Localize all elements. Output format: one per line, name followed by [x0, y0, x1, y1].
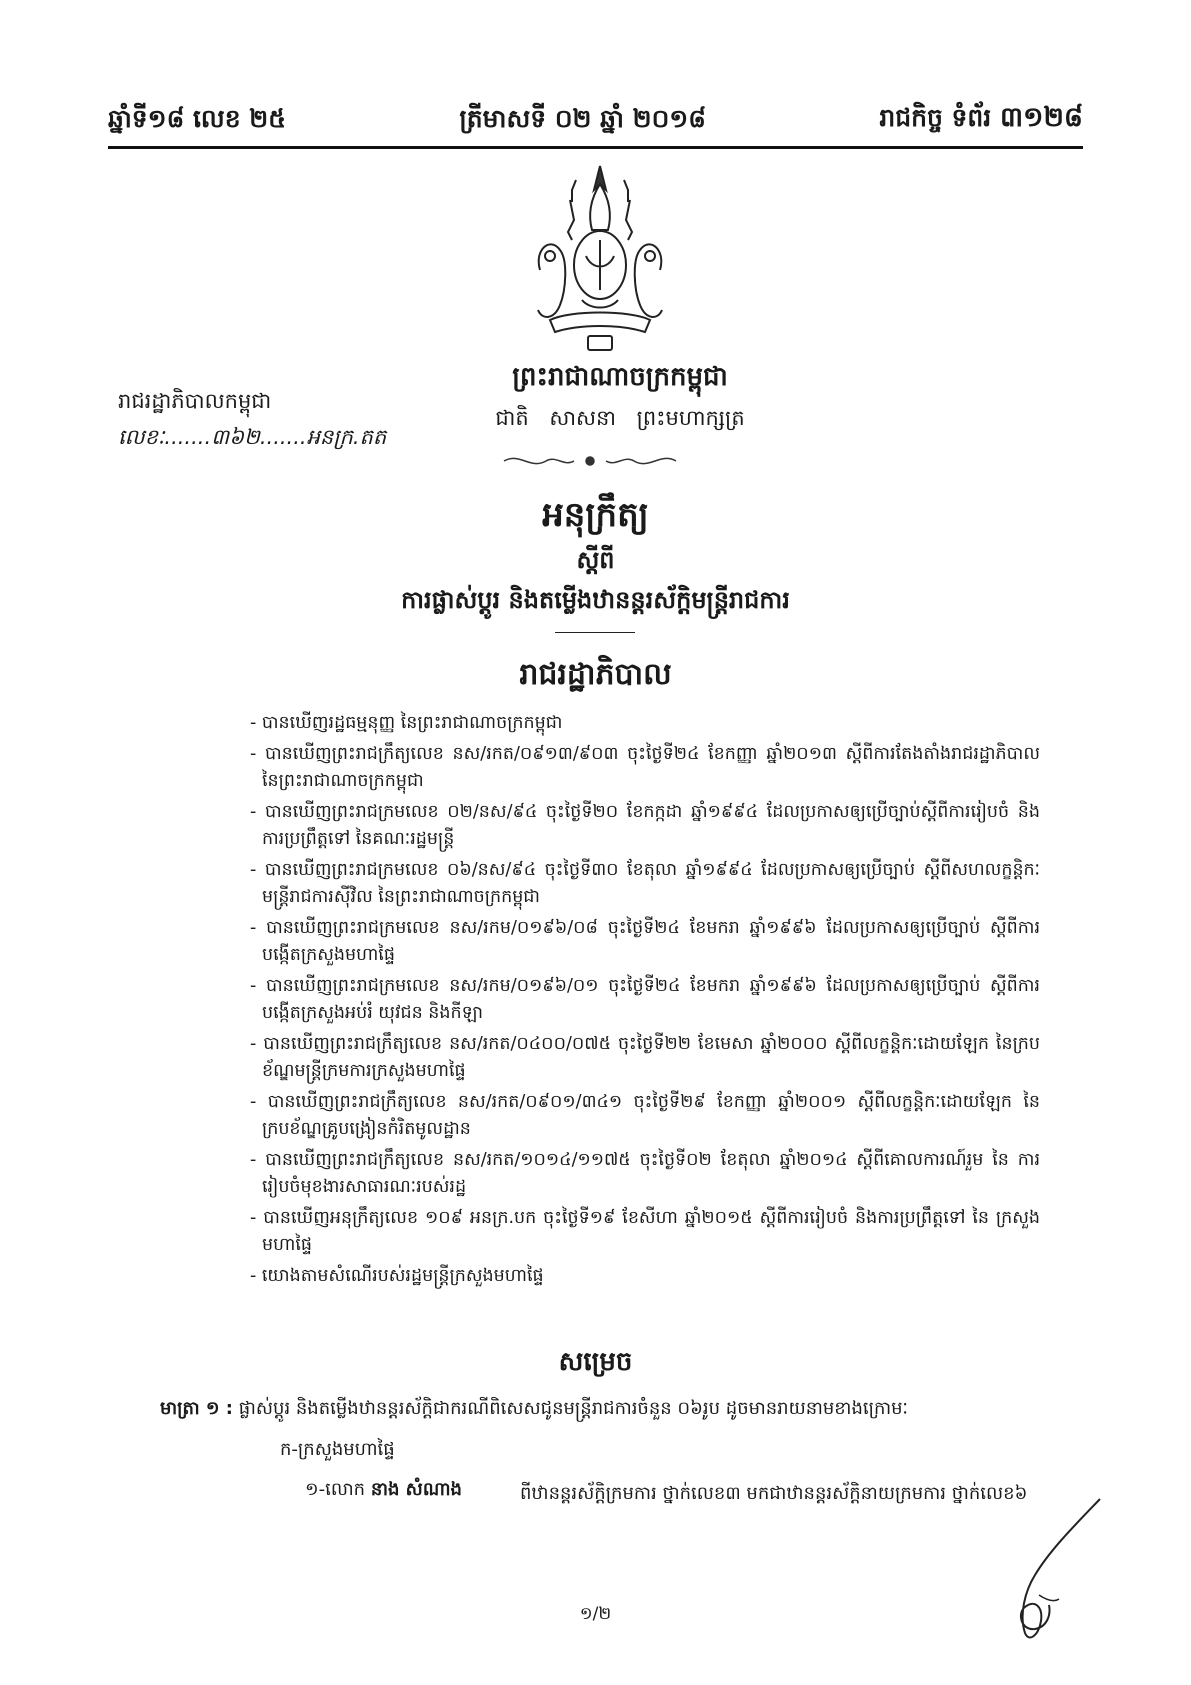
gazette-page-ref — [879, 101, 1083, 140]
royal-emblem-icon — [520, 160, 680, 360]
document-subject: ការផ្លាស់ប្តូរ និងតម្លើងឋានន្តរស័ក្តិមន្ត្រីរាជការ — [401, 586, 790, 614]
reference-label: លេខៈ — [118, 425, 165, 449]
title-divider — [555, 632, 635, 633]
recitals-list — [250, 710, 1040, 1294]
document-type: អនុក្រឹត្យ — [542, 495, 649, 535]
recital-item: - បានឃើញព្រះរាជក្រមលេខ ០៦/នស/៩៤ ចុះថ្ងៃទី៣០ ខែតុលា ឆ្នាំ១៩៩៤ ដែលប្រកាសឲ្យប្រើច្បាប់ ស្តីពីសហលក្ខន្តិកៈ មន្ត្រីរាជការស៊ីវិល នៃព្រះរាជាណាចក្រកម្ពុជា — [250, 860, 1040, 907]
issuing-authority: រាជរដ្ឋាភិបាល — [519, 657, 672, 692]
signature-icon — [995, 1495, 1105, 1645]
gazette-page-label: រាជកិច្ច ទំព័រ — [879, 103, 992, 132]
recital-item: - បានឃើញព្រះរាជក្រឹត្យលេខ នស/រកត/០៤០០/០៧៥ ចុះថ្ងៃទី២២ ខែមេសា ឆ្នាំ២០០០ ស្តីពីលក្ខន្តិកៈដោយឡែក នៃក្របខ័ណ្ឌមន្ត្រីក្រមការក្រសួងមហាផ្ទៃ — [250, 1034, 1040, 1081]
person-entry — [305, 1477, 462, 1504]
reference-suffix: អនក្រ.តត — [306, 425, 387, 449]
recital-item: - បានឃើញអនុក្រឹត្យលេខ ១០៩ អនក្រ.បក ចុះថ្ងៃទី១៩ ខែសីហា ឆ្នាំ២០១៥ ស្តីពីការរៀបចំ និងការប្រព្រឹត្តទៅ នៃ ក្រសួងមហាផ្ទៃ — [250, 1208, 1040, 1255]
recital-item: - បានឃើញព្រះរាជក្រមលេខ ០២/នស/៩៤ ចុះថ្ងៃទី២០ ខែកក្កដា ឆ្នាំ១៩៩៤ ដែលប្រកាសឲ្យប្រើច្បាប់ស្តីពីការរៀបចំ និងការប្រព្រឹត្តទៅ នៃគណៈរដ្ឋមន្ត្រី — [250, 802, 1040, 849]
article-1-text: ផ្លាស់ប្តូរ និងតម្លើងឋានន្តរស័ក្តិជាករណីពិសេសជូនមន្ត្រីរាជការចំនួន ០៦រូប ដូចមានរាយនាមខាងក្រោមៈ — [238, 1398, 909, 1419]
gazette-volume: ឆ្នាំទី១៨ លេខ ២៥ — [108, 104, 286, 133]
gazette-header — [108, 96, 1083, 140]
reference-handwritten-number: ៣៦២ — [211, 425, 260, 449]
gazette-page-number: ៣១២៨ — [999, 102, 1083, 133]
page-number: ១/២ — [579, 1604, 612, 1624]
recital-item: - បានឃើញព្រះរាជក្រឹត្យលេខ នស/រកត/១០១៤/១១៧៥ ចុះថ្ងៃទី០២ ខែតុលា ឆ្នាំ២០១៤ ស្តីពីគោលការណ៍រួម នៃ ការរៀបចំមុខងារសាធារណៈរបស់រដ្ឋ — [250, 1150, 1040, 1197]
decision-heading: សម្រេច — [558, 1347, 633, 1377]
person-name: នាង សំណាង — [370, 1479, 462, 1500]
gazette-quarter: ត្រីមាសទី ០២ ឆ្នាំ ២០១៨ — [459, 104, 706, 133]
article-1 — [160, 1395, 1040, 1423]
person-prefix: ១-លោក — [305, 1479, 366, 1500]
recital-item: - បានឃើញព្រះរាជក្រឹត្យលេខ នស/រកត/០៩១៣/៩០៣ ចុះថ្ងៃទី២៤ ខែកញ្ញា ឆ្នាំ២០១៣ ស្តីពីការតែងតាំងរាជរដ្ឋាភិបាល នៃព្រះរាជាណាចក្រកម្ពុជា — [250, 744, 1040, 791]
article-1-label: មាត្រា ១ : — [160, 1398, 233, 1419]
kingdom-name: ព្រះរាជាណាចក្រកម្ពុជា — [512, 362, 728, 392]
ministry-heading: ក-ក្រសួងមហាផ្ទៃ — [280, 1439, 395, 1460]
recital-item: - បានឃើញរដ្ឋធម្មនុញ្ញ នៃព្រះរាជាណាចក្រកម្ពុជា — [250, 713, 563, 733]
recital-item: - បានឃើញព្រះរាជក្រមលេខ នស/រកម/០១៩៦/០១ ចុះថ្ងៃទី២៤ ខែមករា ឆ្នាំ១៩៩៦ ដែលប្រកាសឲ្យប្រើច្បាប់ ស្តីពីការបង្កើតក្រសួងអប់រំ យុវជន និងកីឡា — [250, 976, 1040, 1023]
promotion-detail: ពីឋានន្តរស័ក្តិក្រមការ ថ្នាក់លេខ៣ មកជាឋានន្តរស័ក្តិនាយក្រមការ ថ្នាក់លេខ៦ — [520, 1483, 1028, 1504]
reference-number: លេខៈ.......៣៦២.......អនក្រ.តត — [118, 425, 387, 449]
header-divider — [108, 146, 1083, 149]
issuing-government: រាជរដ្ឋាភិបាលកម្ពុជា — [118, 389, 272, 413]
ornament-divider-icon — [500, 450, 680, 472]
document-on: ស្តីពី — [576, 546, 615, 574]
recital-item: - យោងតាមសំណើរបស់រដ្ឋមន្ត្រីក្រសួងមហាផ្ទៃ — [250, 1266, 544, 1286]
recital-item: - បានឃើញព្រះរាជក្រឹត្យលេខ នស/រកត/០៩០១/៣៤១ ចុះថ្ងៃទី២៩ ខែកញ្ញា ឆ្នាំ២០០១ ស្តីពីលក្ខន្តិកៈដោយឡែក នៃក្របខ័ណ្ឌគ្រូបង្រៀនកំរិតមូលដ្ឋាន — [250, 1092, 1040, 1139]
national-motto: ជាតិ សាសនា ព្រះមហាក្សត្រ — [495, 406, 745, 430]
recital-item: - បានឃើញព្រះរាជក្រមលេខ នស/រកម/០១៩៦/០៨ ចុះថ្ងៃទី២៤ ខែមករា ឆ្នាំ១៩៩៦ ដែលប្រកាសឲ្យប្រើច្បាប់ ស្តីពីការបង្កើតក្រសួងមហាផ្ទៃ — [250, 918, 1040, 965]
